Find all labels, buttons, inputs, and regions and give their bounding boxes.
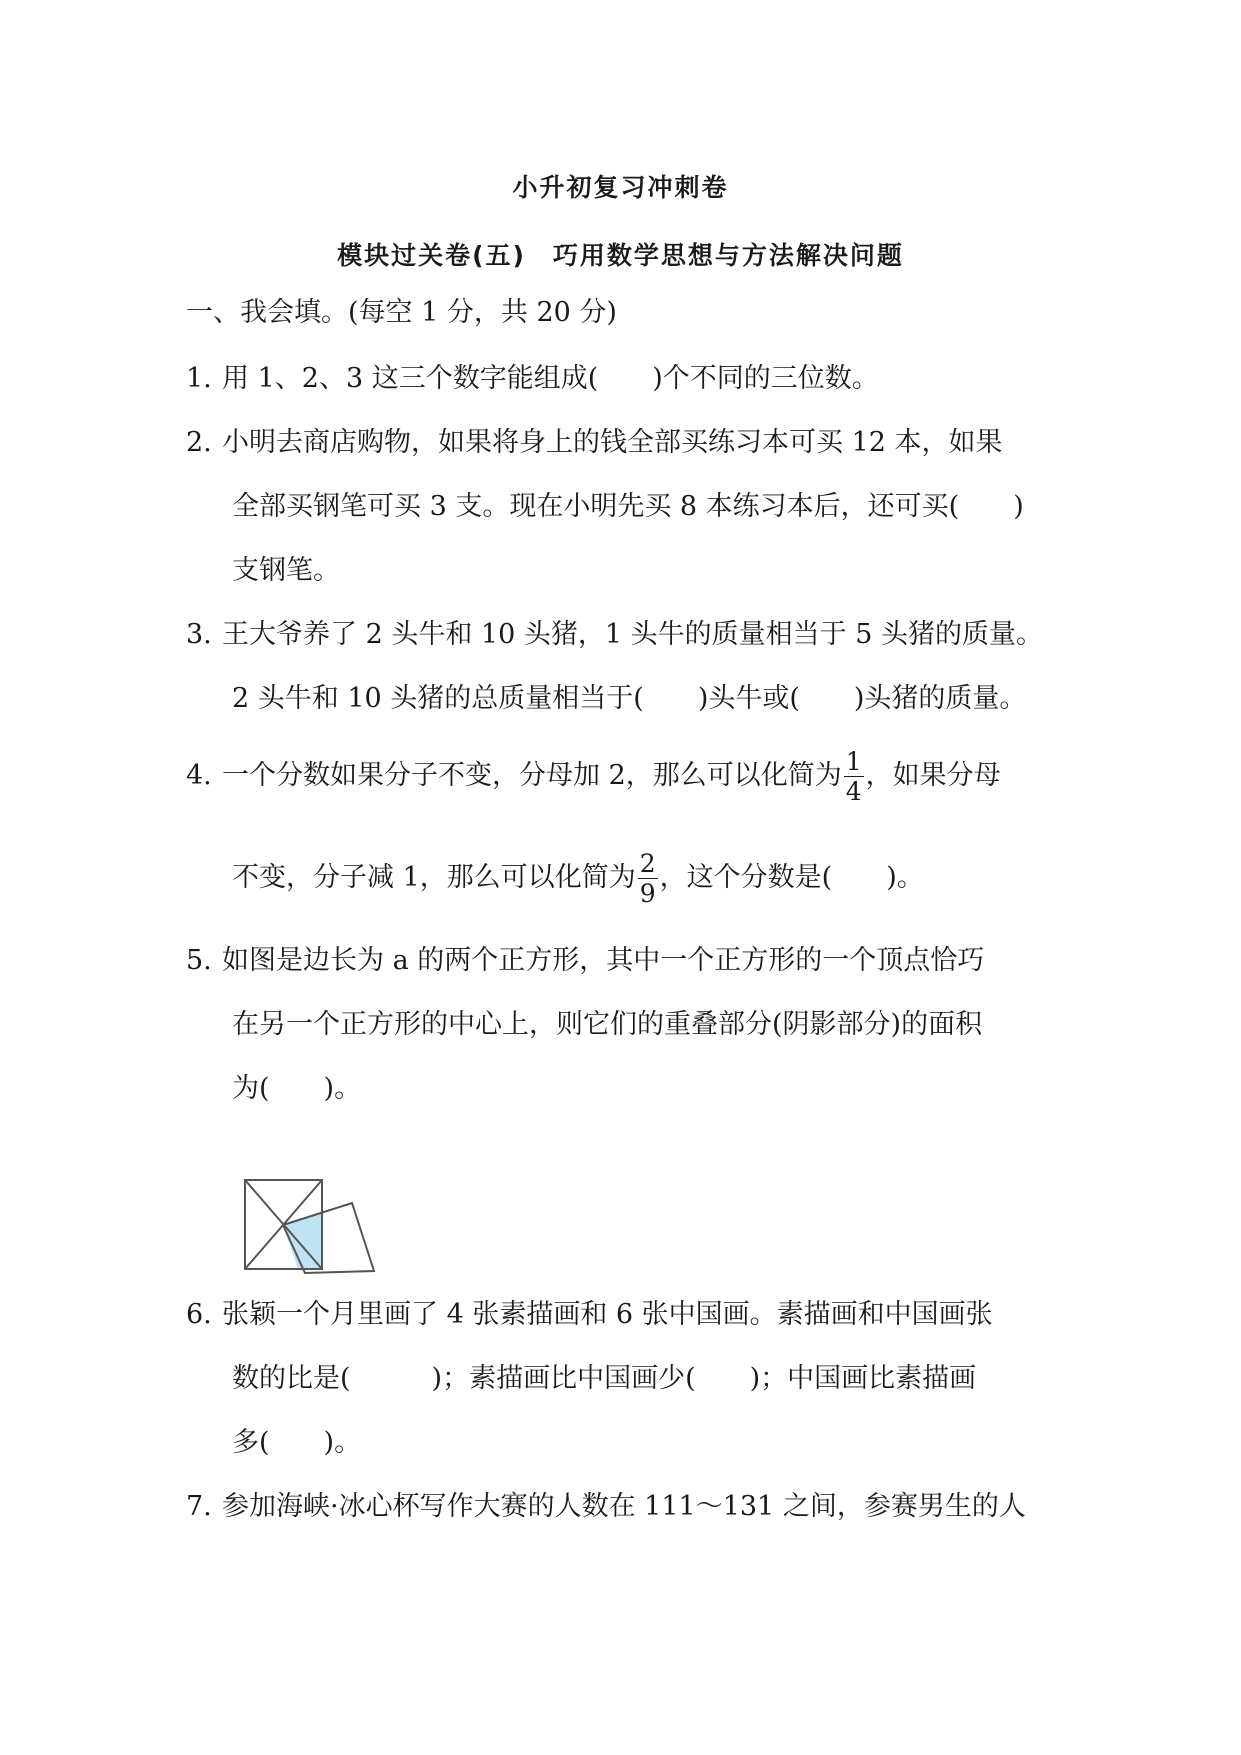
fraction-numerator: 1 [845,747,862,776]
question-7 [186,1490,1026,1524]
question-text: 一个分数如果分子不变，分母加 2，那么可以化简为 [222,760,842,791]
question-text: 多( )。 [232,1427,362,1458]
question-number: 3. [186,619,212,650]
section-heading: 一、我会填。(每空 1 分，共 20 分) [186,297,617,328]
question-text: 支钢笔。 [232,555,340,586]
question-text: 张颖一个月里画了 4 张素描画和 6 张中国画。素描画和中国画张 [222,1299,993,1330]
fraction-numerator: 2 [639,849,656,878]
question-text: 用 1、2、3 这三个数字能组成( )个不同的三位数。 [222,363,879,394]
question-number: 4. [186,760,212,791]
shaded-overlap-region [283,1213,322,1269]
question-text: 不变，分子减 1，那么可以化简为 [232,862,636,893]
question-text: 数的比是( )；素描画比中国画少( )；中国画比素描画 [232,1363,977,1394]
fraction [638,851,658,906]
question-text: ，这个分数是( )。 [659,862,924,893]
question-text: 为( )。 [232,1073,362,1104]
question-text: 小明去商店购物，如果将身上的钱全部买练习本可买 12 本，如果 [222,427,1003,458]
page-subtitle: 模块过关卷(五) 巧用数学思想与方法解决问题 [337,241,904,270]
page-title: 小升初复习冲刺卷 [512,173,729,202]
question-number: 7. [186,1491,212,1522]
fraction-denominator: 9 [639,879,656,908]
question-number: 5. [186,945,212,976]
question-text: ，如果分母 [865,760,1001,791]
question-text: 在另一个正方形的中心上，则它们的重叠部分(阴影部分)的面积 [232,1009,983,1040]
question-number: 6. [186,1299,212,1330]
question-number: 1. [186,363,212,394]
question-text: 参加海峡·冰心杯写作大赛的人数在 111～131 之间，参赛男生的人 [222,1491,1026,1522]
fraction-denominator: 4 [845,777,862,806]
question-text: 2 头牛和 10 头猪的总质量相当于( )头牛或( )头猪的质量。 [232,683,1027,714]
fraction [844,749,864,804]
question-text: 王大爷养了 2 头牛和 10 头猪，1 头牛的质量相当于 5 头猪的质量。 [222,619,1043,650]
question-text: 全部买钢笔可买 3 支。现在小明先买 8 本练习本后，还可买( ) [232,491,1024,522]
question-1 [186,362,879,396]
question-number: 2. [186,427,212,458]
question-text: 如图是边长为 a 的两个正方形，其中一个正方形的一个顶点恰巧 [222,945,985,976]
overlapping-squares-figure [230,1145,400,1275]
